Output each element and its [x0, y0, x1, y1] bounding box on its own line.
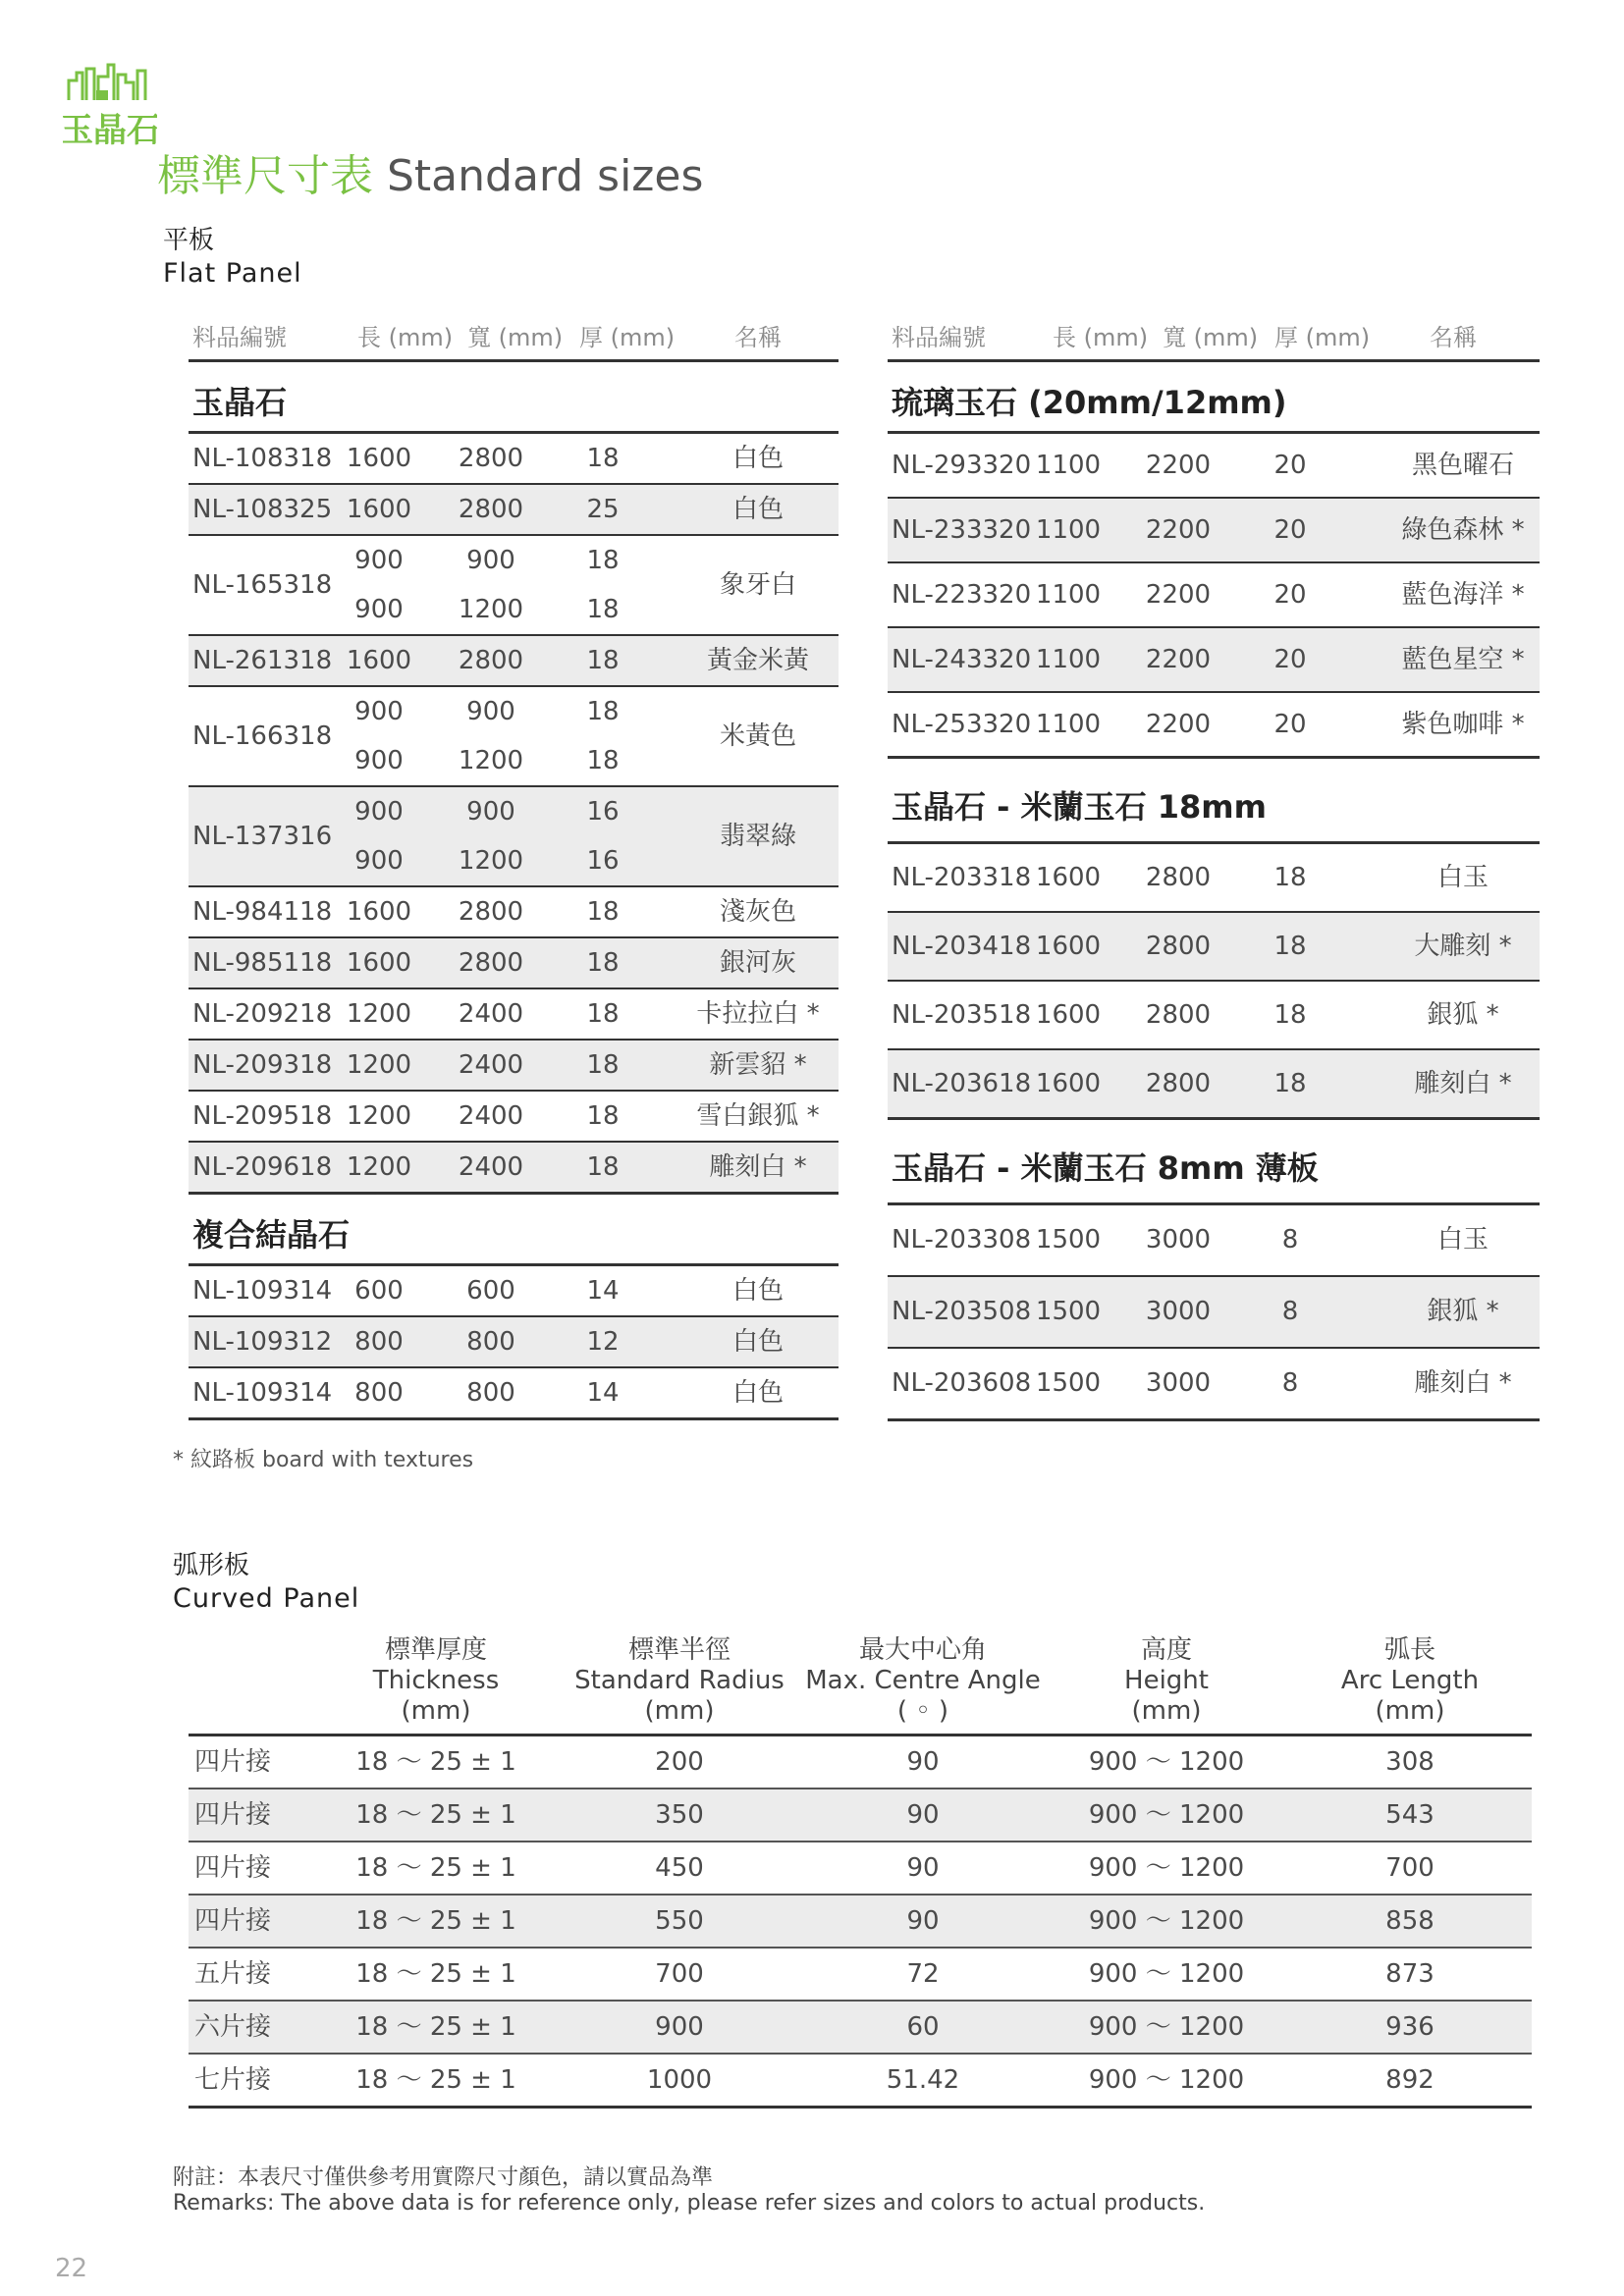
thickness-value: 8 [1281, 1368, 1299, 1398]
width-value: 2800 [458, 948, 524, 978]
length-value: 900 [354, 595, 404, 624]
flat-label-en: Flat Panel [163, 258, 302, 289]
flat-panel-section-label [163, 224, 302, 291]
length-value: 1600 [346, 495, 412, 524]
joint-type: 四片接 [194, 1747, 272, 1777]
thickness-value: 20 [1273, 710, 1307, 739]
length-value: 1500 [1035, 1297, 1102, 1326]
color-name: 白玉 [1436, 863, 1489, 892]
thickness-value: 18 ～ 25 ± 1 [355, 1959, 516, 1989]
arc-value: 700 [1385, 1853, 1435, 1883]
joint-type: 四片接 [194, 1853, 272, 1883]
length-value: 1200 [346, 1152, 412, 1182]
header-line: Height [1124, 1666, 1209, 1695]
item-code: NL-109312 [192, 1327, 333, 1357]
length-value: 900 [354, 797, 404, 827]
item-code: NL-109314 [192, 1276, 333, 1306]
radius-value: 700 [655, 1959, 704, 1989]
length-value: 900 [354, 746, 404, 775]
item-code: NL-209218 [192, 999, 333, 1029]
color-name: 白色 [731, 1276, 784, 1306]
curved-label-en: Curved Panel [173, 1583, 360, 1614]
length-value: 1600 [346, 948, 412, 978]
height-value: 900 ～ 1200 [1088, 1959, 1245, 1989]
group-title: 玉晶石 [192, 384, 288, 421]
curved-panel-section-label [173, 1549, 359, 1616]
radius-value: 1000 [646, 2065, 713, 2095]
item-code: NL-203318 [892, 863, 1032, 892]
page-title-zh: 標準尺寸表 [157, 151, 373, 201]
width-value: 2200 [1145, 451, 1212, 480]
thickness-value: 18 ～ 25 ± 1 [355, 1853, 516, 1883]
arc-value: 892 [1385, 2065, 1435, 2095]
item-code: NL-984118 [192, 897, 333, 927]
flat-table-left [189, 310, 839, 1420]
height-value: 900 ～ 1200 [1088, 1853, 1245, 1883]
column-header: 料品編號 [192, 324, 287, 351]
item-code: NL-209318 [192, 1050, 333, 1080]
width-value: 900 [466, 697, 515, 726]
angle-value: 90 [906, 1906, 940, 1936]
width-value: 2800 [458, 897, 524, 927]
curved-column-header [805, 1635, 1041, 1727]
thickness-value: 20 [1273, 580, 1307, 610]
width-value: 1200 [458, 595, 524, 624]
table-row [888, 1205, 1540, 1277]
item-code: NL-209618 [192, 1152, 333, 1182]
table-row [888, 982, 1540, 1050]
table-row [189, 887, 839, 938]
width-value: 800 [466, 1378, 515, 1408]
length-value: 600 [354, 1276, 404, 1306]
item-code: NL-209518 [192, 1101, 333, 1131]
table-header [189, 310, 839, 362]
item-code: NL-293320 [892, 451, 1032, 480]
group-heading [888, 1120, 1540, 1205]
color-name: 雕刻白 * [1414, 1069, 1512, 1098]
header-line: Max. Centre Angle [805, 1666, 1041, 1695]
thickness-value: 8 [1281, 1225, 1299, 1255]
column-header: 厚 (mm) [1274, 324, 1371, 351]
header-line: (mm) [644, 1696, 715, 1726]
length-value: 900 [354, 846, 404, 876]
table-row [189, 1143, 839, 1195]
joint-type: 六片接 [194, 2012, 272, 2042]
table-row [189, 1317, 839, 1368]
width-value: 2200 [1145, 645, 1212, 674]
table-row [189, 989, 839, 1041]
color-name: 白色 [731, 1327, 784, 1357]
radius-value: 200 [655, 1747, 704, 1777]
length-value: 1200 [346, 999, 412, 1029]
table-row [189, 636, 839, 687]
length-value: 1600 [1035, 863, 1102, 892]
table-row [189, 1266, 839, 1317]
joint-type: 七片接 [194, 2065, 272, 2095]
thickness-value: 25 [586, 495, 620, 524]
length-value: 800 [354, 1327, 404, 1357]
joint-type: 四片接 [194, 1906, 272, 1936]
item-code: NL-253320 [892, 710, 1032, 739]
item-code: NL-243320 [892, 645, 1032, 674]
color-name: 藍色星空 * [1401, 645, 1525, 674]
thickness-value: 14 [586, 1378, 620, 1408]
header-line: Standard Radius [574, 1666, 785, 1695]
thickness-value: 18 [586, 1101, 620, 1131]
thickness-value: 12 [586, 1327, 620, 1357]
angle-value: 90 [906, 1853, 940, 1883]
header-line: 標準厚度 [384, 1635, 487, 1665]
thickness-value: 18 [586, 646, 620, 675]
thickness-value: 18 ～ 25 ± 1 [355, 2065, 516, 2095]
flat-table-right [888, 310, 1540, 1421]
color-name: 銀狐 * [1427, 1000, 1499, 1030]
group-heading [888, 362, 1540, 434]
curved-column-header [562, 1635, 797, 1727]
item-code: NL-203518 [892, 1000, 1032, 1030]
length-value: 1100 [1035, 645, 1102, 674]
table-row [189, 485, 839, 536]
height-value: 900 ～ 1200 [1088, 2065, 1245, 2095]
height-value: 900 ～ 1200 [1088, 2012, 1245, 2042]
arc-value: 873 [1385, 1959, 1435, 1989]
thickness-value: 18 [586, 999, 620, 1029]
length-value: 1600 [346, 444, 412, 473]
width-value: 3000 [1145, 1368, 1212, 1398]
color-name: 白色 [731, 1378, 784, 1408]
radius-value: 550 [655, 1906, 704, 1936]
thickness-value: 20 [1273, 515, 1307, 545]
thickness-value: 18 [586, 897, 620, 927]
length-value: 1100 [1035, 710, 1102, 739]
item-code: NL-166318 [192, 721, 333, 751]
page-number: 22 [55, 2254, 88, 2283]
color-name: 白色 [731, 495, 784, 524]
curved-table [189, 1635, 1532, 2109]
column-header: 長 (mm) [357, 324, 454, 351]
remarks-en: Remarks: The above data is for reference only, please refer sizes and colors to actual products. [173, 2191, 1206, 2216]
length-value: 1100 [1035, 515, 1102, 545]
width-value: 600 [466, 1276, 515, 1306]
group-title: 琉璃玉石 (20mm/12mm) [892, 384, 1287, 421]
header-line: 標準半徑 [627, 1635, 731, 1665]
thickness-value: 18 [586, 746, 620, 775]
thickness-value: 18 [1273, 863, 1307, 892]
page-title-en: Standard sizes [387, 151, 704, 201]
curved-table-row [189, 1949, 1532, 2002]
height-value: 900 ～ 1200 [1088, 1800, 1245, 1830]
color-name: 雪白銀狐 * [696, 1101, 820, 1131]
thickness-value: 18 [1273, 1000, 1307, 1030]
column-header: 名稱 [1430, 324, 1477, 351]
column-header: 寬 (mm) [1163, 324, 1259, 351]
curved-table-row [189, 1896, 1532, 1949]
color-name: 象牙白 [719, 570, 796, 600]
thickness-value: 18 [586, 444, 620, 473]
item-code: NL-233320 [892, 515, 1032, 545]
width-value: 1200 [458, 846, 524, 876]
table-row [888, 1050, 1540, 1120]
group-heading [189, 1195, 839, 1266]
color-name: 米黃色 [719, 721, 796, 751]
thickness-value: 18 [586, 546, 620, 575]
thickness-value: 8 [1281, 1297, 1299, 1326]
arc-value: 858 [1385, 1906, 1435, 1936]
thickness-value: 14 [586, 1276, 620, 1306]
group-heading [888, 759, 1540, 844]
group-heading [189, 362, 839, 434]
logo-text: 玉晶石 [63, 111, 157, 150]
color-name: 新雲貂 * [709, 1050, 807, 1080]
length-value: 1600 [1035, 1069, 1102, 1098]
header-line: (mm) [401, 1696, 471, 1726]
length-value: 1100 [1035, 580, 1102, 610]
table-row [888, 1277, 1540, 1349]
table-row [189, 536, 839, 636]
width-value: 2400 [458, 1152, 524, 1182]
curved-table-header [189, 1635, 1532, 1736]
item-code: NL-108318 [192, 444, 333, 473]
header-line: Arc Length [1340, 1666, 1480, 1695]
angle-value: 90 [906, 1800, 940, 1830]
width-value: 900 [466, 797, 515, 827]
item-code: NL-203608 [892, 1368, 1032, 1398]
table-row [189, 1041, 839, 1092]
curved-table-row [189, 1736, 1532, 1789]
curved-table-row [189, 2055, 1532, 2109]
column-header: 厚 (mm) [579, 324, 676, 351]
width-value: 800 [466, 1327, 515, 1357]
thickness-value: 18 [1273, 1069, 1307, 1098]
item-code: NL-165318 [192, 570, 333, 600]
color-name: 翡翠綠 [719, 822, 796, 851]
thickness-value: 16 [586, 797, 620, 827]
length-value: 800 [354, 1378, 404, 1408]
width-value: 2800 [1145, 1069, 1212, 1098]
length-value: 1600 [346, 646, 412, 675]
width-value: 2200 [1145, 515, 1212, 545]
color-name: 大雕刻 * [1414, 932, 1512, 961]
color-name: 淺灰色 [719, 897, 796, 927]
column-header: 寬 (mm) [467, 324, 564, 351]
thickness-value: 16 [586, 846, 620, 876]
thickness-value: 18 [586, 697, 620, 726]
table-row [189, 687, 839, 787]
length-value: 1600 [346, 897, 412, 927]
header-line: 高度 [1140, 1635, 1192, 1665]
height-value: 900 ～ 1200 [1088, 1747, 1245, 1777]
table-row [189, 1092, 839, 1143]
thickness-value: 18 ～ 25 ± 1 [355, 2012, 516, 2042]
group-title: 玉晶石 - 米蘭玉石 18mm [892, 788, 1267, 826]
color-name: 白色 [731, 444, 784, 473]
arc-value: 936 [1385, 2012, 1435, 2042]
width-value: 2400 [458, 999, 524, 1029]
length-value: 1600 [1035, 1000, 1102, 1030]
color-name: 卡拉拉白 * [696, 999, 820, 1029]
item-code: NL-985118 [192, 948, 333, 978]
width-value: 3000 [1145, 1225, 1212, 1255]
length-value: 1500 [1035, 1368, 1102, 1398]
width-value: 2800 [458, 646, 524, 675]
width-value: 2800 [458, 444, 524, 473]
thickness-value: 18 [586, 948, 620, 978]
remarks [173, 2165, 1205, 2216]
table-row [189, 787, 839, 887]
texture-footnote: * 紋路板 board with textures [173, 1448, 474, 1472]
table-header [888, 310, 1540, 362]
table-row [888, 499, 1540, 563]
color-name: 白玉 [1436, 1225, 1489, 1255]
angle-value: 60 [906, 2012, 940, 2042]
group-title: 玉晶石 - 米蘭玉石 8mm 薄板 [892, 1149, 1319, 1187]
color-name: 雕刻白 * [709, 1152, 807, 1182]
header-line: Thickness [372, 1666, 500, 1695]
color-name: 藍色海洋 * [1401, 580, 1525, 610]
curved-column-header [1292, 1635, 1528, 1727]
angle-value: 51.42 [886, 2065, 960, 2095]
column-header: 名稱 [734, 324, 782, 351]
curved-column-header [318, 1635, 554, 1727]
table-row [888, 913, 1540, 982]
table-row [888, 693, 1540, 759]
remarks-zh: 附註：本表尺寸僅供參考用實際尺寸顏色，請以實品為準 [173, 2165, 714, 2190]
length-value: 1100 [1035, 451, 1102, 480]
item-code: NL-223320 [892, 580, 1032, 610]
color-name: 銀狐 * [1427, 1297, 1499, 1326]
item-code: NL-203308 [892, 1225, 1032, 1255]
thickness-value: 18 ～ 25 ± 1 [355, 1800, 516, 1830]
color-name: 黑色曜石 [1411, 451, 1514, 480]
length-value: 900 [354, 546, 404, 575]
radius-value: 900 [655, 2012, 704, 2042]
color-name: 紫色咖啡 * [1401, 710, 1525, 739]
width-value: 2200 [1145, 580, 1212, 610]
table-row [888, 844, 1540, 913]
table-row [888, 434, 1540, 499]
length-value: 1600 [1035, 932, 1102, 961]
length-value: 1500 [1035, 1225, 1102, 1255]
item-code: NL-108325 [192, 495, 333, 524]
radius-value: 450 [655, 1853, 704, 1883]
curved-table-row [189, 1789, 1532, 1842]
thickness-value: 18 ～ 25 ± 1 [355, 1747, 516, 1777]
item-code: NL-261318 [192, 646, 333, 675]
length-value: 1200 [346, 1101, 412, 1131]
thickness-value: 18 ～ 25 ± 1 [355, 1906, 516, 1936]
length-value: 900 [354, 697, 404, 726]
table-row [888, 1349, 1540, 1421]
brand-logo [63, 61, 157, 155]
curved-column-header [1049, 1635, 1284, 1727]
curved-table-row [189, 2002, 1532, 2055]
thickness-value: 18 [586, 1050, 620, 1080]
arc-value: 543 [1385, 1800, 1435, 1830]
width-value: 2400 [458, 1101, 524, 1131]
width-value: 2800 [1145, 1000, 1212, 1030]
page-title [157, 149, 703, 204]
item-code: NL-109314 [192, 1378, 333, 1408]
item-code: NL-203508 [892, 1297, 1032, 1326]
angle-value: 90 [906, 1747, 940, 1777]
thickness-value: 18 [586, 1152, 620, 1182]
item-code: NL-137316 [192, 822, 333, 851]
curved-table-row [189, 1842, 1532, 1896]
header-line: ( ◦ ) [896, 1696, 949, 1726]
arc-value: 308 [1385, 1747, 1435, 1777]
width-value: 2800 [458, 495, 524, 524]
column-header: 料品編號 [892, 324, 986, 351]
thickness-value: 18 [1273, 932, 1307, 961]
column-header: 長 (mm) [1053, 324, 1149, 351]
height-value: 900 ～ 1200 [1088, 1906, 1245, 1936]
width-value: 3000 [1145, 1297, 1212, 1326]
item-code: NL-203418 [892, 932, 1032, 961]
table-row [189, 1368, 839, 1420]
thickness-value: 18 [586, 595, 620, 624]
color-name: 黃金米黃 [706, 646, 809, 675]
width-value: 2400 [458, 1050, 524, 1080]
curved-label-zh: 弧形板 [173, 1551, 250, 1580]
radius-value: 350 [655, 1800, 704, 1830]
width-value: 2200 [1145, 710, 1212, 739]
width-value: 2800 [1145, 932, 1212, 961]
table-row [888, 563, 1540, 628]
width-value: 900 [466, 546, 515, 575]
width-value: 2800 [1145, 863, 1212, 892]
thickness-value: 20 [1273, 451, 1307, 480]
color-name: 綠色森林 * [1401, 515, 1525, 545]
color-name: 銀河灰 [719, 948, 796, 978]
flat-label-zh: 平板 [163, 226, 215, 255]
width-value: 1200 [458, 746, 524, 775]
header-line: (mm) [1131, 1696, 1202, 1726]
group-title: 複合結晶石 [192, 1216, 351, 1254]
table-row [189, 434, 839, 485]
item-code: NL-203618 [892, 1069, 1032, 1098]
header-line: 弧長 [1383, 1635, 1435, 1665]
table-row [888, 628, 1540, 693]
length-value: 1200 [346, 1050, 412, 1080]
table-row [189, 938, 839, 989]
header-line: 最大中心角 [858, 1635, 987, 1665]
color-name: 雕刻白 * [1414, 1368, 1512, 1398]
thickness-value: 20 [1273, 645, 1307, 674]
joint-type: 四片接 [194, 1800, 272, 1830]
header-line: (mm) [1375, 1696, 1445, 1726]
angle-value: 72 [906, 1959, 940, 1989]
joint-type: 五片接 [194, 1959, 272, 1989]
